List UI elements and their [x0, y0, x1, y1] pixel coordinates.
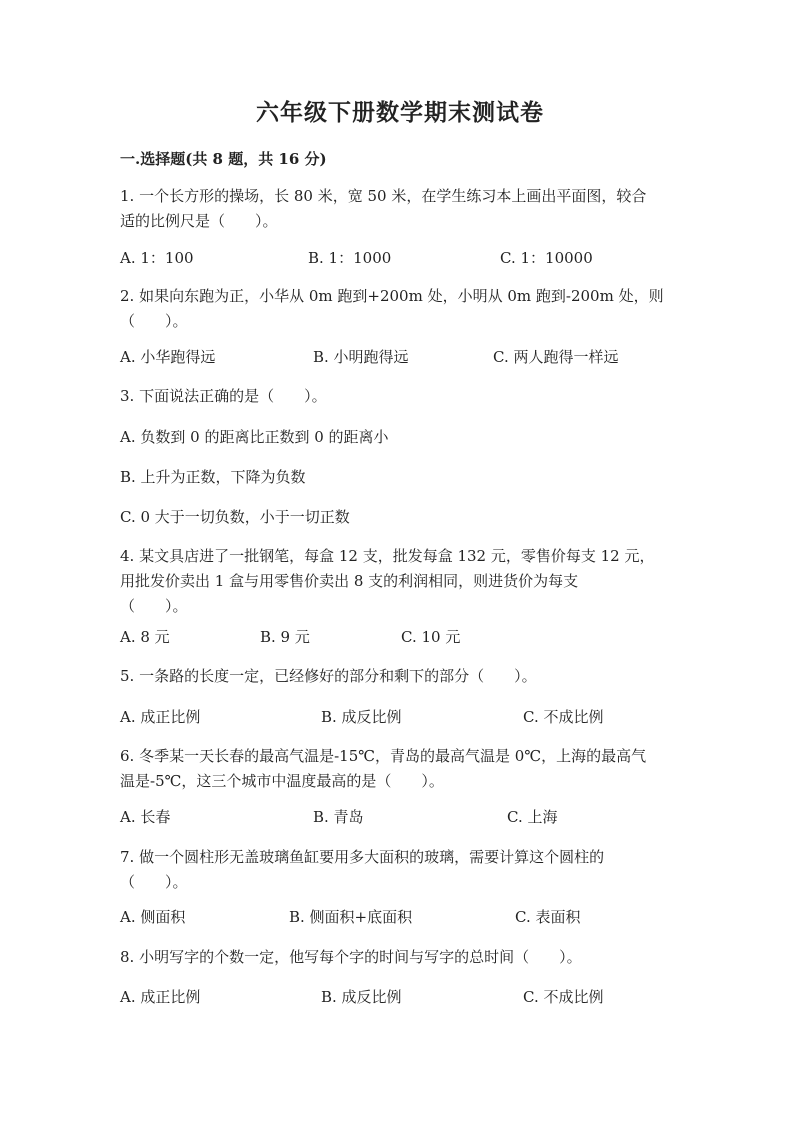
question-6 — [120, 744, 680, 794]
question-line: （ ）。 — [120, 597, 188, 615]
option-b: B. 上升为正数，下降为负数 — [120, 468, 306, 486]
question-line: 用批发价卖出 1 盒与用零售价卖出 8 支的利润相同，则进货价为每支 — [120, 572, 579, 590]
option-b: B. 成反比例 — [321, 988, 402, 1006]
option-c: C. 不成比例 — [523, 988, 604, 1006]
option-b: B. 侧面积+底面积 — [289, 908, 413, 926]
option-b: B. 青岛 — [313, 808, 364, 826]
option-c: C. 不成比例 — [523, 708, 604, 726]
option-c: C. 表面积 — [515, 908, 581, 926]
option-b: B. 小明跑得远 — [313, 348, 409, 366]
question-line: 8. 小明写字的个数一定，他写每个字的时间与写字的总时间（ ）。 — [120, 948, 582, 966]
question-5 — [120, 664, 680, 689]
option-a: A. 成正比例 — [120, 708, 201, 726]
question-line: 5. 一条路的长度一定，已经修好的部分和剩下的部分（ ）。 — [120, 667, 537, 685]
section-heading: 一.选择题(共 8 题，共 16 分) — [120, 150, 327, 168]
question-line: 温是-5℃，这三个城市中温度最高的是（ ）。 — [120, 772, 444, 790]
option-c: C. 上海 — [507, 808, 558, 826]
question-1 — [120, 184, 680, 234]
question-line: 适的比例尺是（ ）。 — [120, 212, 278, 230]
option-a: A. 8 元 — [120, 628, 170, 646]
question-8 — [120, 945, 680, 970]
question-line: 7. 做一个圆柱形无盖玻璃鱼缸要用多大面积的玻璃，需要计算这个圆柱的 — [120, 848, 605, 866]
option-a: A. 小华跑得远 — [120, 348, 216, 366]
option-b: B. 9 元 — [260, 628, 310, 646]
question-2 — [120, 284, 680, 334]
question-line: （ ）。 — [120, 873, 188, 891]
question-line: 1. 一个长方形的操场，长 80 米，宽 50 米，在学生练习本上画出平面图，较合 — [120, 187, 647, 205]
question-line: 6. 冬季某一天长春的最高气温是-15℃，青岛的最高气温是 0℃，上海的最高气 — [120, 747, 647, 765]
option-a: A. 1：100 — [120, 249, 194, 267]
option-a: A. 成正比例 — [120, 988, 201, 1006]
question-4 — [120, 544, 680, 619]
option-a: A. 负数到 0 的距离比正数到 0 的距离小 — [120, 428, 389, 446]
option-c: C. 0 大于一切负数，小于一切正数 — [120, 508, 350, 526]
question-line: 2. 如果向东跑为正，小华从 0m 跑到+200m 处，小明从 0m 跑到-200m 处，则 — [120, 287, 664, 305]
option-b: B. 成反比例 — [321, 708, 402, 726]
question-7 — [120, 845, 680, 895]
option-b: B. 1：1000 — [308, 249, 392, 267]
option-a: A. 侧面积 — [120, 908, 186, 926]
question-line: 4. 某文具店进了一批钢笔，每盒 12 支，批发每盒 132 元，零售价每支 12 元， — [120, 547, 655, 565]
question-line: （ ）。 — [120, 312, 188, 330]
option-c: C. 1：10000 — [500, 249, 593, 267]
page-title: 六年级下册数学期末测试卷 — [256, 99, 544, 126]
option-c: C. 10 元 — [401, 628, 461, 646]
option-c: C. 两人跑得一样远 — [493, 348, 619, 366]
question-line: 3. 下面说法正确的是（ ）。 — [120, 387, 327, 405]
question-3 — [120, 384, 680, 409]
option-a: A. 长春 — [120, 808, 171, 826]
